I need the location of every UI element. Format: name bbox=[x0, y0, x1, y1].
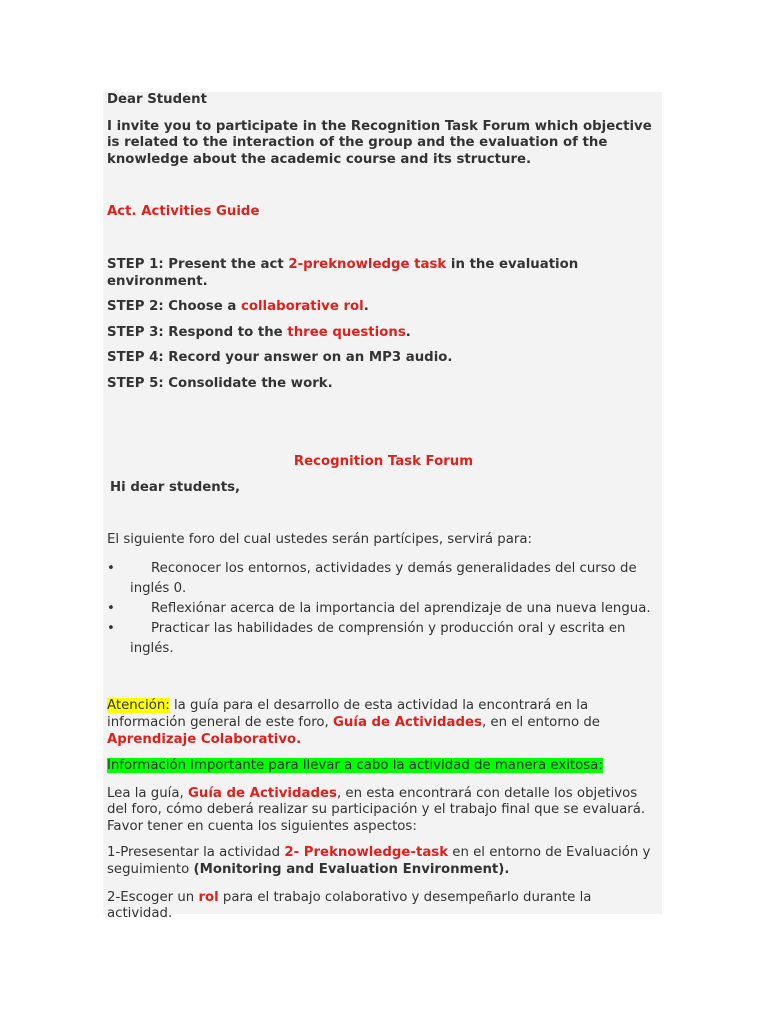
guide-title: Act. Activities Guide bbox=[107, 204, 260, 220]
greeting: Dear Student bbox=[107, 92, 207, 107]
forum-title: Recognition Task Forum bbox=[293, 453, 474, 469]
attention-text-1: la guía para el desarrollo de esta actividad la encontrará en la información general de este foro, bbox=[107, 698, 589, 730]
step-2 bbox=[107, 299, 660, 316]
list-item bbox=[107, 599, 660, 619]
item-2-paragraph bbox=[107, 890, 660, 923]
bullet-icon: • bbox=[107, 561, 115, 577]
important-info-text: Información importante para llevar a cabo la actividad de manera exitosa: bbox=[107, 758, 603, 774]
guia-actividades-link[interactable]: Guía de Actividades bbox=[333, 714, 482, 730]
foro-intro: El siguiente foro del cual ustedes serán partícipes, servirá para: bbox=[107, 531, 532, 547]
item-1-text-2: en el entorno de Evaluación y seguimiento bbox=[107, 845, 651, 878]
list-item bbox=[107, 559, 660, 599]
lea-text-1: Lea la guía, bbox=[107, 785, 188, 801]
guia-actividades-link-2[interactable]: Guía de Actividades bbox=[187, 785, 337, 801]
bullet-icon: • bbox=[107, 601, 115, 617]
step-4: STEP 4: Record your answer on an MP3 audio. bbox=[107, 350, 453, 366]
bullet-text: Reconocer los entornos, actividades y demás generalidades del curso de inglés 0. bbox=[130, 561, 637, 597]
attention-paragraph bbox=[107, 698, 660, 748]
attention-text-2: , en el entorno de bbox=[481, 714, 600, 730]
important-info bbox=[107, 758, 660, 775]
step-3 bbox=[107, 325, 660, 342]
item-2-text-2: para el trabajo colaborativo y desempeñarlo durante la actividad. bbox=[107, 889, 592, 922]
step-1-highlight: 2-preknowledge task bbox=[288, 256, 447, 272]
preknowledge-task-link[interactable]: 2- Preknowledge-task bbox=[284, 845, 449, 861]
intro-paragraph: I invite you to participate in the Recognition Task Forum which objective is related to the interaction of the group and the evaluation of the knowledge about the academic course and its structure. bbox=[107, 118, 652, 167]
lea-paragraph bbox=[107, 786, 660, 836]
hi-students: Hi dear students, bbox=[110, 480, 241, 496]
step-3-highlight: three questions bbox=[287, 324, 406, 340]
step-2-highlight: collaborative rol bbox=[240, 299, 364, 315]
step-5: STEP 5: Consolidate the work. bbox=[107, 375, 333, 391]
bullet-icon: • bbox=[107, 621, 115, 637]
step-3-prefix: STEP 3: Respond to the bbox=[107, 324, 288, 340]
attention-label: Atención: bbox=[107, 698, 170, 714]
rol-link[interactable]: rol bbox=[198, 889, 219, 905]
step-2-prefix: STEP 2: Choose a bbox=[107, 299, 241, 315]
item-2-text-1: 2-Escoger un bbox=[107, 889, 199, 905]
lea-text-2: , en esta encontrará con detalle los objetivos del foro, cómo deberá realizar su participación y el trabajo final que se evaluará. Favor tener en cuenta los siguientes aspectos: bbox=[107, 785, 646, 834]
aprendizaje-colaborativo-link[interactable]: Aprendizaje Colaborativo. bbox=[107, 731, 302, 747]
step-1-suffix: in the evaluation environment. bbox=[107, 256, 579, 289]
step-3-suffix: . bbox=[405, 324, 411, 340]
item-1-text-1: 1-Presesentar la actividad bbox=[107, 845, 285, 861]
step-1 bbox=[107, 257, 660, 290]
bullet-text: Practicar las habilidades de comprensión y producción oral y escrita en inglés. bbox=[130, 621, 626, 657]
bullet-list bbox=[107, 559, 660, 659]
list-item bbox=[107, 619, 660, 659]
document-content bbox=[107, 92, 660, 923]
step-1-prefix: STEP 1: Present the act bbox=[107, 256, 289, 272]
item-1-bold: (Monitoring and Evaluation Environment). bbox=[193, 862, 510, 878]
step-2-suffix: . bbox=[363, 299, 369, 315]
item-1-paragraph bbox=[107, 845, 660, 878]
bullet-text: Reflexiónar acerca de la importancia del aprendizaje de una nueva lengua. bbox=[151, 601, 651, 617]
